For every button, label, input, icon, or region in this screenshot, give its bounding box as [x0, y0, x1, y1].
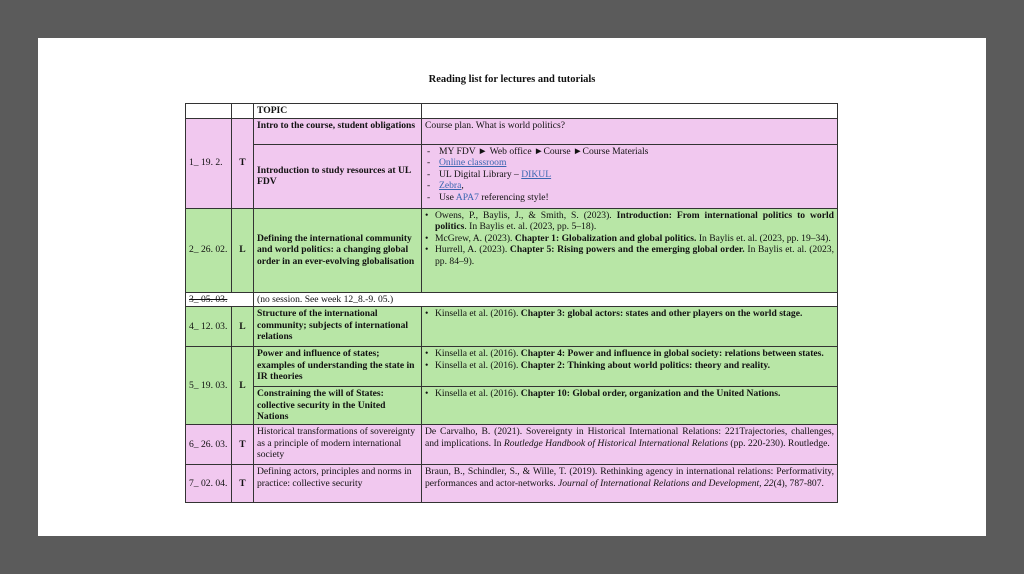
session-type: L: [232, 347, 254, 425]
table-row: [186, 425, 838, 465]
list-item: • McGrew, A. (2023). Chapter 1: Globalization and global politics. In Baylis et. al. (2023, pp. 19–34).: [425, 233, 834, 245]
week-date: 2_ 26. 02.: [186, 208, 232, 292]
session-type: T: [232, 425, 254, 465]
week-date: 1_ 19. 2.: [186, 118, 232, 208]
session-note: (no session. See week 12_8.-9. 05.): [254, 292, 838, 307]
topic-cell: Power and influence of states; examples of understanding the state in IR theories: [254, 347, 422, 387]
table-row: [186, 292, 838, 307]
list-item: - MY FDV ► Web office ►Course ►Course Materials: [425, 146, 834, 158]
topic-cell: Intro to the course, student obligations: [254, 118, 422, 144]
page-title: Reading list for lectures and tutorials: [428, 74, 596, 85]
table-row: [186, 347, 838, 387]
topic-cell: Introduction to study resources at UL FDV: [254, 144, 422, 208]
week-date: 7_ 02. 04.: [186, 465, 232, 503]
list-item: • Kinsella et al. (2016). Chapter 3: global actors: states and other players on the world stage.: [425, 308, 834, 320]
week-date: 4_ 12. 03.: [186, 307, 232, 347]
week-date: 6_ 26. 03.: [186, 425, 232, 465]
table-row: [186, 465, 838, 503]
reading-cell: [422, 347, 838, 387]
apa7-link[interactable]: APA7: [455, 191, 479, 203]
reading-cell: Braun, B., Schindler, S., & Wille, T. (2019). Rethinking agency in international relations: Performativity, performances and actor-networks. Journal of International Relations and Development, 22(4), 787-807.: [422, 465, 838, 503]
session-type: T: [232, 118, 254, 208]
list-item: • Kinsella et al. (2016). Chapter 10: Global order, organization and the United Nations.: [425, 388, 834, 400]
table-row: [186, 144, 838, 208]
week-date: 3_ 05. 03.: [186, 292, 254, 307]
zebra-link[interactable]: Zebra: [439, 180, 462, 192]
reading-cell: [422, 387, 838, 425]
list-item: [425, 157, 834, 169]
online-classroom-link[interactable]: Online classroom: [439, 157, 507, 169]
table-row: [186, 208, 838, 292]
list-item: • Kinsella et al. (2016). Chapter 2: Thinking about world politics: theory and reality.: [425, 360, 834, 372]
list-item: - Use APA7 referencing style!: [425, 192, 834, 204]
reading-cell: [422, 144, 838, 208]
list-item: • Kinsella et al. (2016). Chapter 4: Power and influence in global society: relations between states.: [425, 348, 834, 360]
table-row: [186, 307, 838, 347]
table-row: [186, 118, 838, 144]
reading-cell: De Carvalho, B. (2021). Sovereignty in Historical International Relations: 221Trajectories, challenges, and implications. In Routledge Handbook of Historical International Relations (pp. 220-230). Routledge.: [422, 425, 838, 465]
session-type: T: [232, 465, 254, 503]
dikul-link[interactable]: DIKUL: [521, 168, 552, 180]
reading-cell: [422, 208, 838, 292]
topic-cell: Constraining the will of States: collective security in the United Nations: [254, 387, 422, 425]
session-type: L: [232, 307, 254, 347]
session-type: L: [232, 208, 254, 292]
document-page: [38, 38, 986, 536]
list-item: • Hurrell, A. (2023). Chapter 5: Rising powers and the emerging global order. In Baylis et. al. (2023, pp. 84–9).: [425, 244, 834, 267]
header-row: [186, 104, 838, 119]
header-topic: TOPIC: [254, 104, 422, 119]
topic-cell: Structure of the international community; subjects of international relations: [254, 307, 422, 347]
reading-cell: Course plan. What is world politics?: [422, 118, 838, 144]
topic-cell: Defining actors, principles and norms in practice: collective security: [254, 465, 422, 503]
list-item: • Owens, P., Baylis, J., & Smith, S. (2023). Introduction: From international politics to world politics. In Baylis et. al. (2023, pp. 5–18).: [425, 210, 834, 233]
reading-cell: [422, 307, 838, 347]
list-item: - UL Digital Library – DIKUL: [425, 169, 834, 181]
reading-list-table: [185, 103, 838, 503]
week-date: 5_ 19. 03.: [186, 347, 232, 425]
topic-cell: Defining the international community and world politics: a changing global order in an ever-evolving globalisation: [254, 208, 422, 292]
list-item: - Zebra,: [425, 180, 834, 192]
topic-cell: Historical transformations of sovereignty as a principle of modern international society: [254, 425, 422, 465]
table-row: [186, 387, 838, 425]
